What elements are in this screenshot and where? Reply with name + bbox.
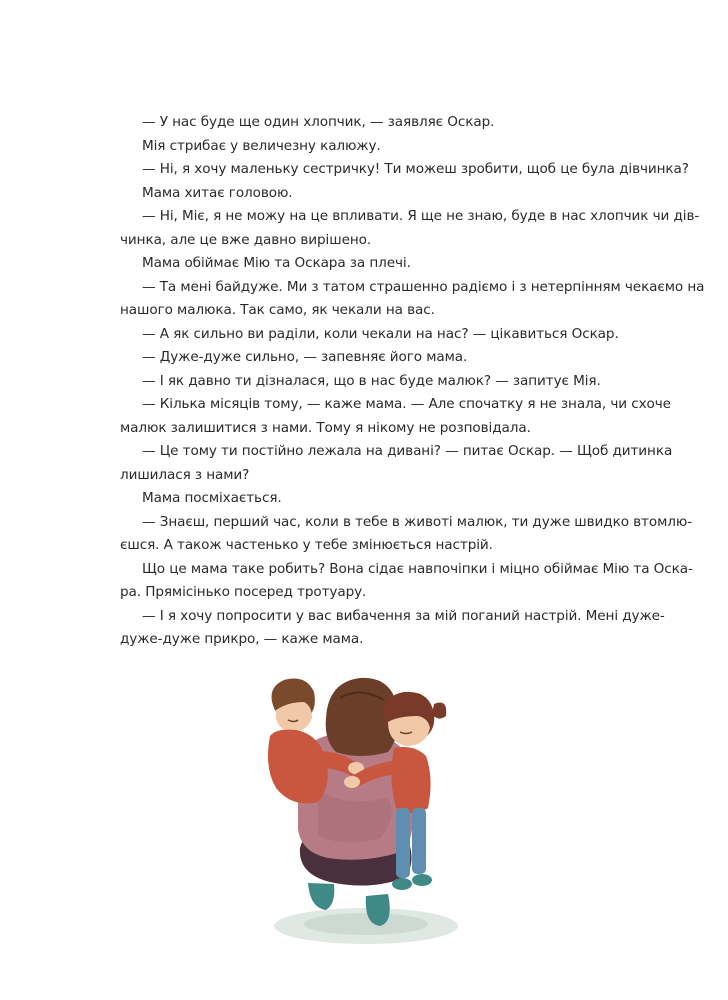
text-line: — Кілька місяців тому, — каже мама. — Але спочатку я не знала, чи схоче	[142, 396, 671, 412]
text-line: — Та мені байдуже. Ми з татом страшенно радіємо і з нетерпінням чекаємо на	[142, 278, 705, 295]
text-line: Мама обіймає Мію та Оскара за плечі.	[142, 255, 411, 271]
text-line: — Знаєш, перший час, коли в тебе в животі малюк, ти дуже швидко втомлю-	[142, 513, 692, 530]
text-line: — І як давно ти дізналася, що в нас буде малюк? — запитує Мія.	[142, 372, 601, 389]
text-line: нашого малюка. Так само, як чекали на вас.	[120, 302, 435, 318]
text-line: малюк залишитися з нами. Тому я нікому не розповідала.	[120, 419, 531, 436]
text-line: Що це мама таке робить? Вона сідає навпочіпки і міцно обіймає Мію та Оска-	[142, 560, 693, 577]
mother-shoe-left	[308, 883, 334, 910]
text-line: ра. Прямісінько посеред тротуару.	[120, 584, 367, 600]
text-line: — І я хочу попросити у вас вибачення за мій поганий настрій. Мені дуже-	[142, 607, 665, 624]
text-line: чинка, але це вже давно вирішено.	[120, 231, 372, 248]
text-line: єшся. А також частенько у тебе змінюється настрій.	[120, 537, 493, 553]
text-line: лишилася з нами?	[120, 466, 250, 483]
text-line: Мама посміхається.	[142, 490, 282, 506]
text-line: — А як сильно ви раділи, коли чекали на нас? — цікавиться Оскар.	[142, 325, 619, 342]
text-line: — Дуже-дуже сильно, — запевняє його мама.	[142, 349, 468, 365]
text-line: — Ні, я хочу маленьку сестричку! Ти можеш зробити, щоб це була дівчинка?	[142, 161, 689, 177]
text-line: — У нас буде ще один хлопчик, — заявляє Оскар.	[142, 114, 495, 130]
text-line: Мія стрибає у величезну калюжу.	[142, 137, 381, 154]
story-text	[120, 111, 705, 652]
text-line: — Ні, Міє, я не можу на це впливати. Я ще не знаю, буде в нас хлопчик чи дів-	[142, 208, 700, 224]
text-line: Мама хитає головою.	[142, 184, 293, 201]
mother-hugging-children-illustration	[248, 668, 478, 948]
text-line: — Це тому ти постійно лежала на дивані? — питає Оскар. — Щоб дитинка	[142, 443, 673, 459]
text-line: дуже-дуже прикро, — каже мама.	[120, 631, 364, 647]
